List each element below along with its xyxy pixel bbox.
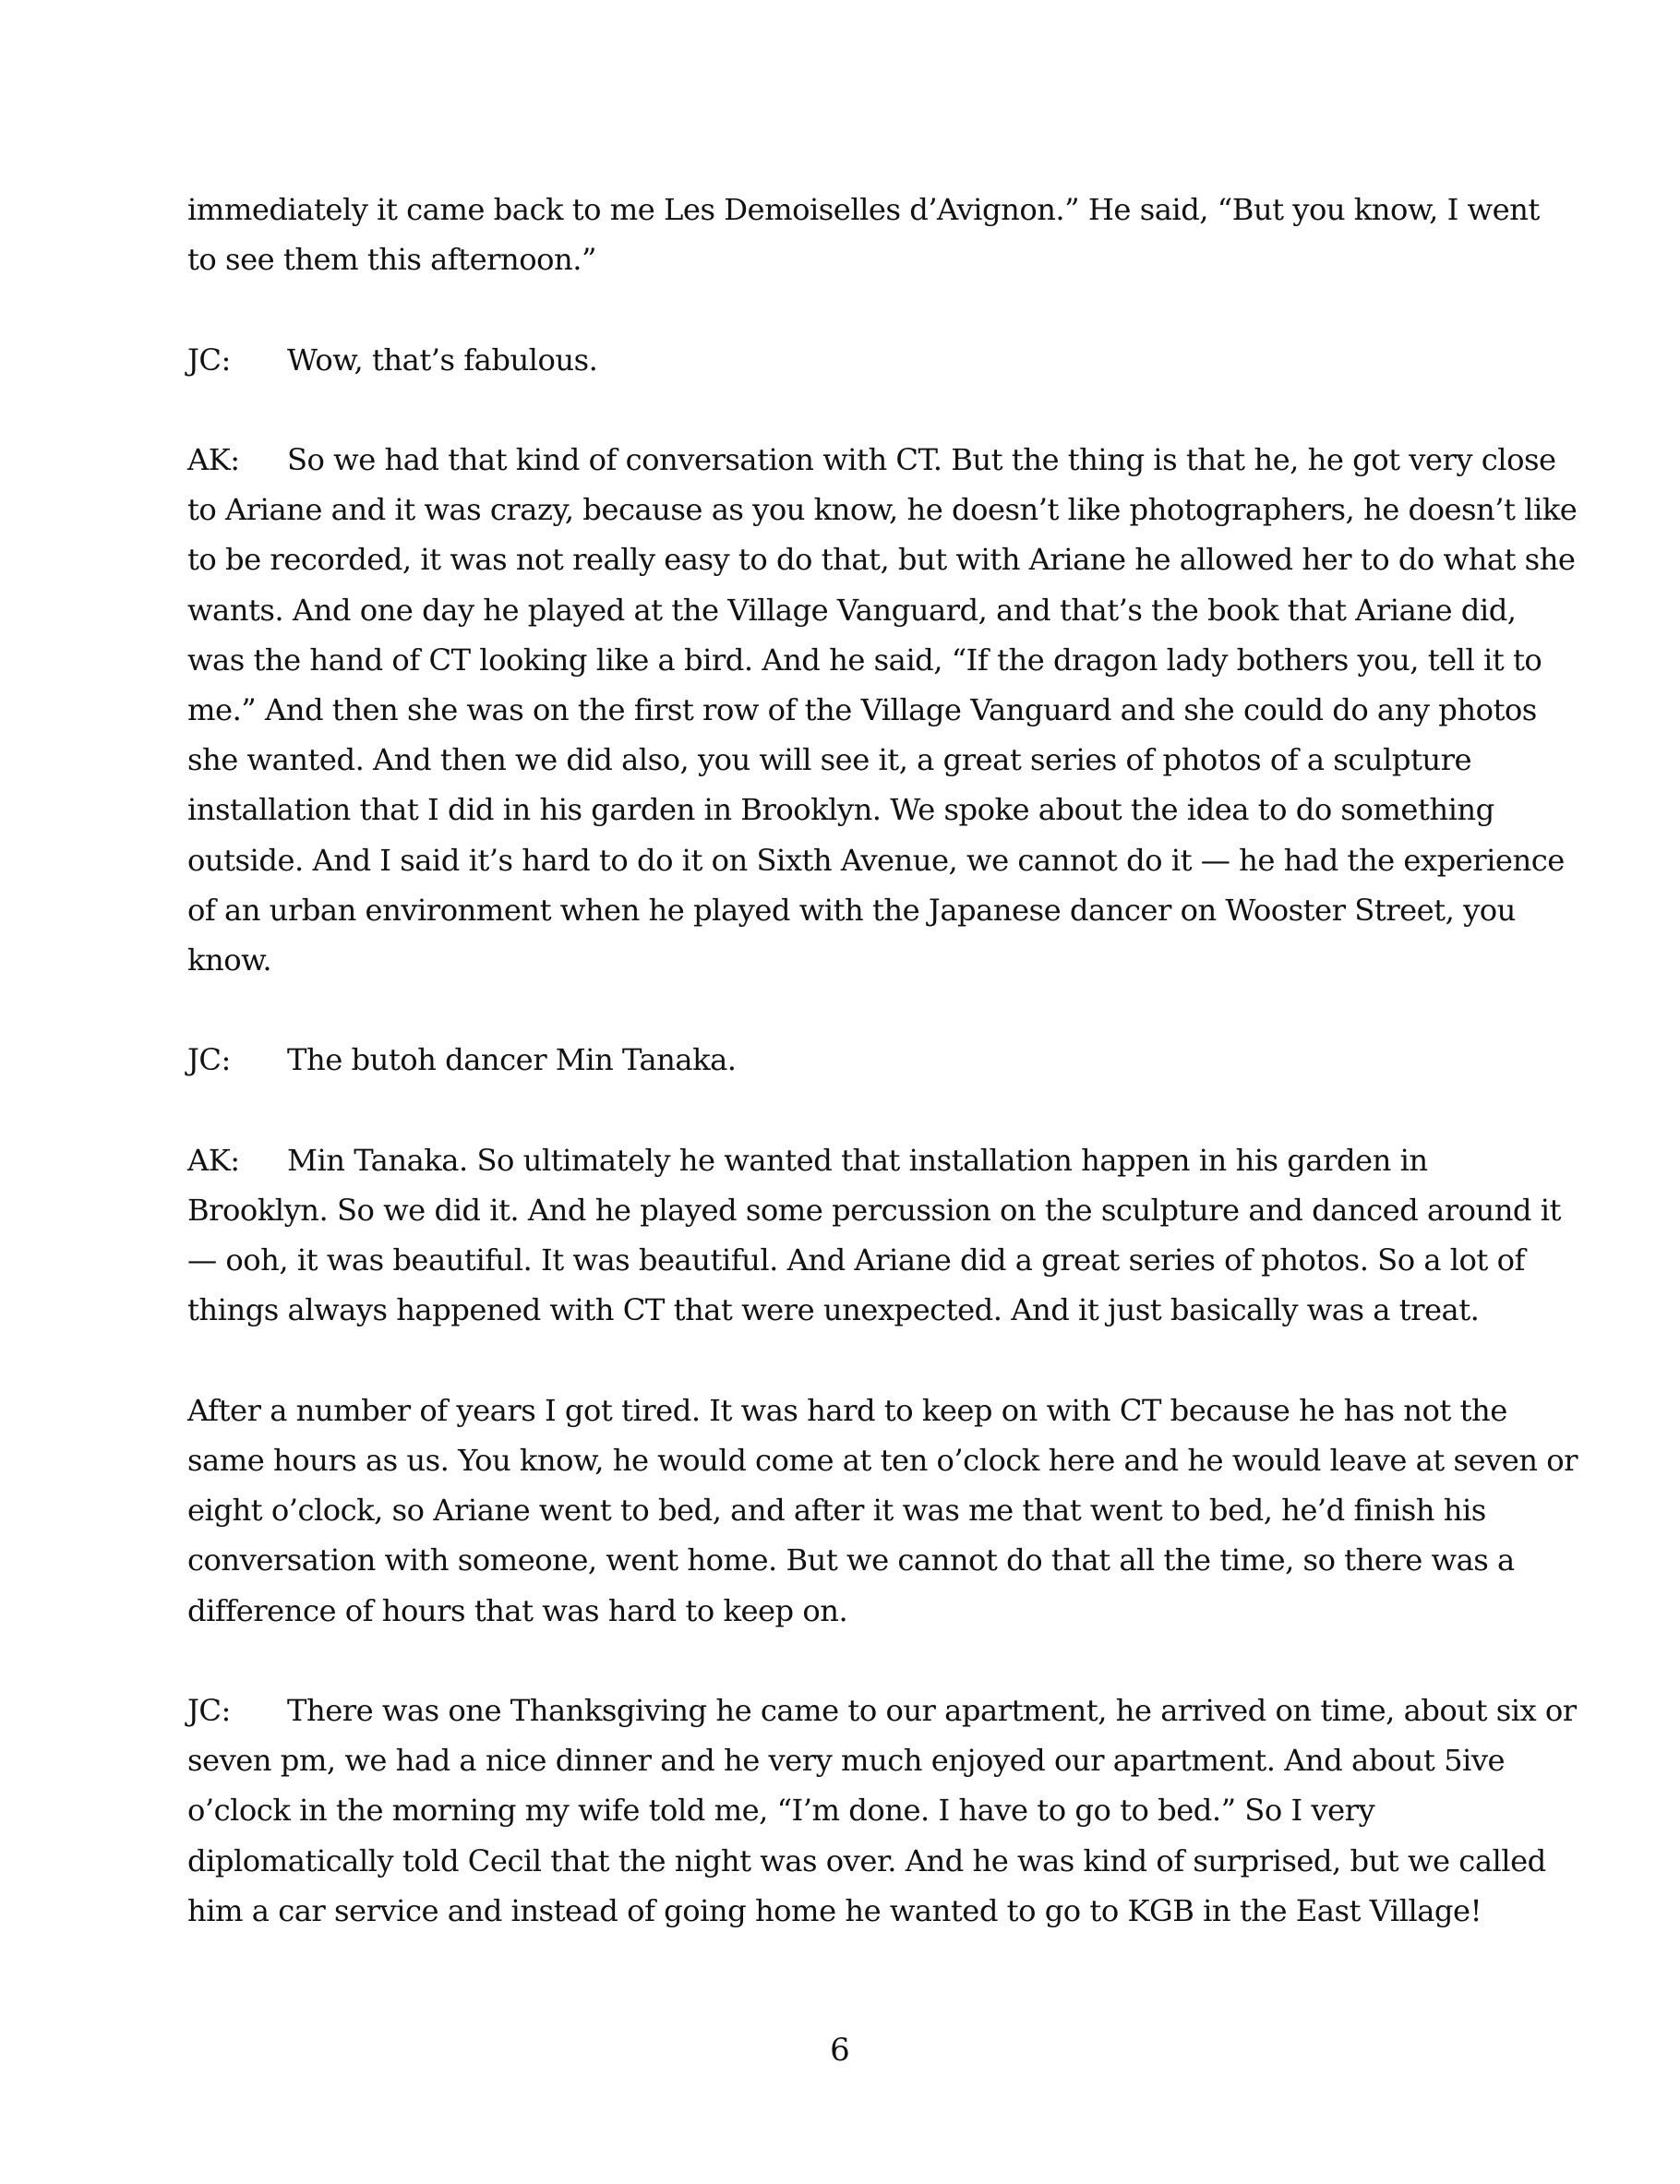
- line-text: to see them this afternoon.”: [187, 242, 596, 278]
- text-line: [187, 1285, 1498, 1335]
- text-line: [187, 1135, 1498, 1185]
- text-line: [187, 1785, 1498, 1835]
- line-text: difference of hours that was hard to keep on.: [187, 1592, 848, 1628]
- transcript-paragraph: [187, 1035, 1498, 1085]
- transcript-body: [187, 185, 1578, 1986]
- transcript-paragraph: [187, 435, 1578, 985]
- line-text: immediately it came back to me Les Demoiselles d’Avignon.” He said, “But you know, I went: [187, 192, 1540, 227]
- text-line: [187, 1035, 1498, 1085]
- line-text: wants. And one day he played at the Village Vanguard, and that’s the book that Ariane did,: [187, 592, 1517, 628]
- line-text: him a car service and instead of going home he wanted to go to KGB in the East Village!: [187, 1892, 1482, 1928]
- text-line: [187, 1485, 1498, 1535]
- line-text: There was one Thanksgiving he came to our apartment, he arrived on time, about six or: [287, 1693, 1577, 1728]
- text-line: [187, 1686, 1577, 1735]
- text-line: [187, 435, 1556, 485]
- line-text: same hours as us. You know, he would come at ten o’clock here and he would leave at seven or: [187, 1443, 1578, 1478]
- text-line: [187, 1235, 1525, 1285]
- line-text: Wow, that’s fabulous.: [287, 342, 598, 378]
- line-text: she wanted. And then we did also, you will see it, a great series of photos of a sculpture: [187, 742, 1472, 778]
- text-line: [187, 735, 1498, 785]
- line-text: The butoh dancer Min Tanaka.: [287, 1042, 737, 1078]
- text-line: [187, 185, 1540, 234]
- text-line: [187, 1386, 1507, 1435]
- text-line: [187, 635, 1542, 685]
- line-text: to Ariane and it was crazy, because as you know, he doesn’t like photographers, he doesn’t like: [187, 492, 1578, 528]
- transcript-paragraph: [187, 1686, 1577, 1936]
- text-line: [187, 1836, 1546, 1886]
- line-text: know.: [187, 942, 272, 978]
- text-line: [187, 1735, 1506, 1785]
- line-text: conversation with someone, went home. But we cannot do that all the time, so there was a: [187, 1542, 1515, 1578]
- text-line: [187, 1586, 1498, 1636]
- transcript-paragraph: [187, 185, 1540, 284]
- text-line: [187, 534, 1576, 584]
- text-line: [187, 935, 1498, 985]
- line-text: outside. And I said it’s hard to do it on Sixth Avenue, we cannot do it — he had the experience: [187, 842, 1565, 878]
- text-line: [187, 1886, 1498, 1936]
- speaker-label: JC:: [187, 1693, 231, 1728]
- speaker-label: AK:: [187, 1142, 240, 1178]
- page-number: 6: [830, 2032, 850, 2069]
- line-text: So we had that kind of conversation with CT. But the thing is that he, he got very close: [287, 441, 1556, 477]
- line-text: was the hand of CT looking like a bird. And he said, “If the dragon lady bothers you, tell it to: [187, 642, 1542, 678]
- line-text: After a number of years I got tired. It was hard to keep on with CT because he has not the: [187, 1392, 1507, 1428]
- text-line: [187, 685, 1537, 735]
- speaker-label: JC:: [187, 1042, 231, 1078]
- text-line: [187, 485, 1578, 534]
- line-text: installation that I did in his garden in Brooklyn. We spoke about the idea to do something: [187, 792, 1494, 828]
- line-text: Min Tanaka. So ultimately he wanted that installation happen in his garden in: [287, 1142, 1428, 1178]
- line-text: diplomatically told Cecil that the night was over. And he was kind of surprised, but we called: [187, 1842, 1546, 1878]
- line-text: eight o’clock, so Ariane went to bed, and after it was me that went to bed, he’d finish his: [187, 1493, 1486, 1529]
- line-text: — ooh, it was beautiful. It was beautiful. And Ariane did a great series of photos. So a lot of: [187, 1242, 1525, 1278]
- text-line: [187, 1535, 1515, 1585]
- line-text: o’clock in the morning my wife told me, “I’m done. I have to go to bed.” So I very: [187, 1793, 1375, 1829]
- line-text: to be recorded, it was not really easy to do that, but with Ariane he allowed her to do what she: [187, 542, 1576, 578]
- text-line: [187, 1185, 1561, 1235]
- line-text: Brooklyn. So we did it. And he played some percussion on the sculpture and danced around it: [187, 1193, 1561, 1228]
- line-text: me.” And then she was on the first row of the Village Vanguard and she could do any photos: [187, 692, 1537, 727]
- text-line: [187, 785, 1498, 834]
- text-line: [187, 835, 1565, 885]
- transcript-paragraph: [187, 1135, 1561, 1336]
- line-text: seven pm, we had a nice dinner and he very much enjoyed our apartment. And about 5ive: [187, 1743, 1506, 1779]
- line-text: of an urban environment when he played with the Japanese dancer on Wooster Street, you: [187, 892, 1516, 928]
- text-line: [187, 585, 1517, 635]
- speaker-label: JC:: [187, 342, 231, 378]
- text-line: [187, 1435, 1578, 1485]
- text-line: [187, 234, 1498, 284]
- transcript-paragraph: [187, 335, 1498, 385]
- line-text: things always happened with CT that were unexpected. And it just basically was a treat.: [187, 1292, 1480, 1328]
- transcript-paragraph: [187, 1386, 1578, 1636]
- speaker-label: AK:: [187, 441, 240, 477]
- text-line: [187, 885, 1516, 935]
- text-line: [187, 335, 1498, 385]
